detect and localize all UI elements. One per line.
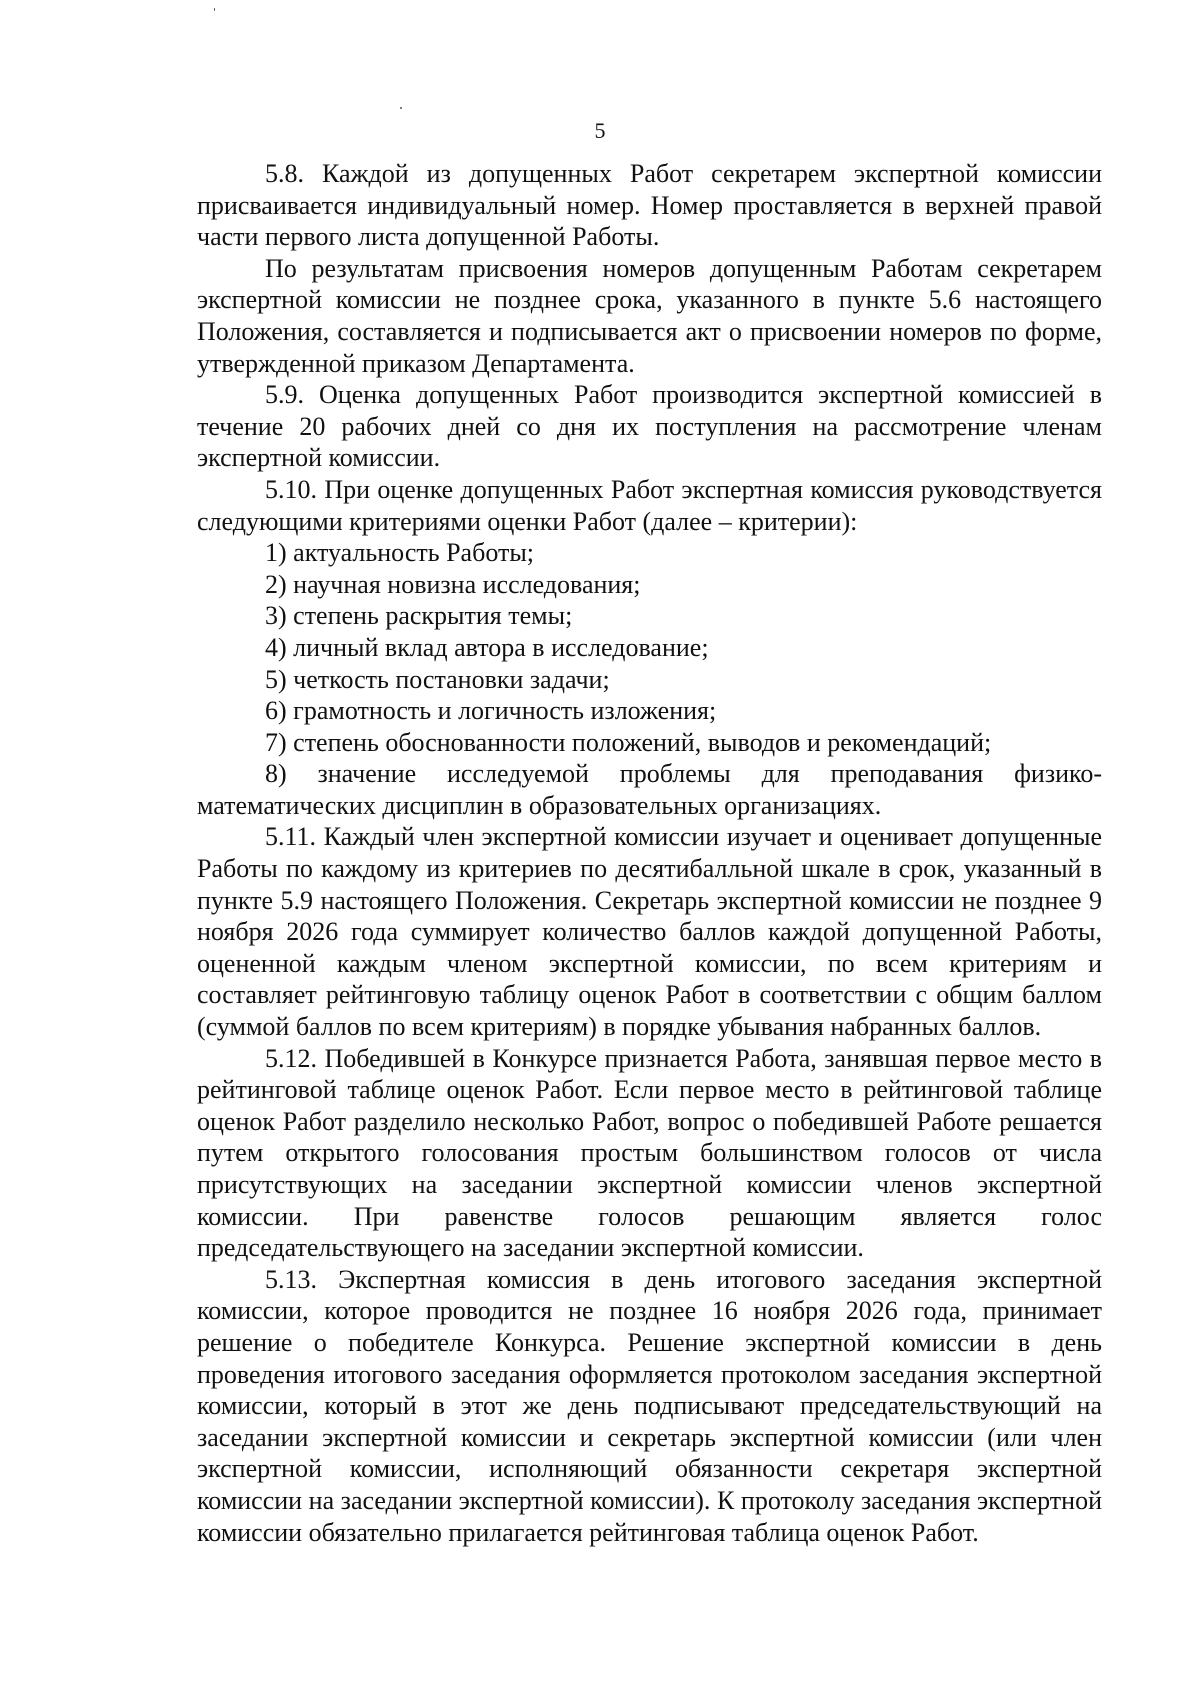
criterion-item: 1) актуальность Работы;: [265, 538, 535, 568]
paragraph-5-8: 5.8. Каждой из допущенных Работ секретарем экспертной комиссии присваивается индивидуальный номер. Номер проставляется в верхней правой части первого листа допущенной Работы.: [197, 159, 1102, 252]
scan-speck: [400, 107, 402, 109]
criterion-item: 8) значение исследуемой проблемы для преподавания физико-математических дисциплин в образовательных организациях.: [197, 759, 1102, 820]
paragraph-numbering-act: По результатам присвоения номеров допущенным Работам секретарем экспертной комиссии не позднее срока, указанного в пункте 5.6 настоящего Положения, составляется и подписывается акт о присвоении номеров по форме, утвержденной приказом Департамента.: [197, 253, 1102, 378]
document-body: [197, 158, 1102, 1548]
page-number: 5: [594, 118, 606, 143]
criterion-item: 2) научная новизна исследования;: [265, 569, 641, 599]
paragraph-5-9: 5.9. Оценка допущенных Работ производится экспертной комиссией в течение 20 рабочих дней со дня их поступления на рассмотрение членам экспертной комиссии.: [197, 380, 1102, 473]
paragraph-5-12: 5.12. Победившей в Конкурсе признается Работа, занявшая первое место в рейтинговой таблице оценок Работ. Если первое место в рейтинговой таблице оценок Работ разделило несколько Работ, вопрос о победившей Работе решается путем открытого голосования простым большинством голосов от числа присутствующих на заседании экспертной комиссии членов экспертной комиссии. При равенстве голосов решающим является голос председательствующего на заседании экспертной комиссии.: [197, 1043, 1102, 1263]
paragraph-5-13: 5.13. Экспертная комиссия в день итогового заседания экспертной комиссии, которое проводится не позднее 16 ноября 2026 года, принимает решение о победителе Конкурса. Решение экспертной комиссии в день проведения итогового заседания оформляется протоколом заседания экспертной комиссии, который в этот же день подписывают председательствующий на заседании экспертной комиссии и секретарь экспертной комиссии (или член экспертной комиссии, исполняющий обязанности секретаря экспертной комиссии на заседании экспертной комиссии). К протоколу заседания экспертной комиссии обязательно прилагается рейтинговая таблица оценок Работ.: [197, 1264, 1102, 1547]
criterion-item: 7) степень обоснованности положений, выводов и рекомендаций;: [265, 727, 992, 757]
criterion-item: 3) степень раскрытия темы;: [265, 601, 573, 631]
paragraph-5-10: 5.10. При оценке допущенных Работ экспертная комиссия руководствуется следующими критериями оценки Работ (далее – критерии):: [197, 474, 1102, 536]
criterion-item: 4) личный вклад автора в исследование;: [265, 632, 709, 662]
scan-speck: [214, 8, 215, 11]
criterion-item: 5) четкость постановки задачи;: [265, 664, 610, 694]
criterion-item: 6) грамотность и логичность изложения;: [265, 696, 717, 726]
paragraph-5-11: 5.11. Каждый член экспертной комиссии изучает и оценивает допущенные Работы по каждому из критериев по десятибалльной шкале в срок, указанный в пункте 5.9 настоящего Положения. Секретарь экспертной комиссии не позднее 9 ноября 2026 года суммирует количество баллов каждой допущенной Работы, оцененной каждым членом экспертной комиссии, по всем критериям и составляет рейтинговую таблицу оценок Работ в соответствии с общим баллом (суммой баллов по всем критериям) в порядке убывания набранных баллов.: [197, 822, 1102, 1042]
